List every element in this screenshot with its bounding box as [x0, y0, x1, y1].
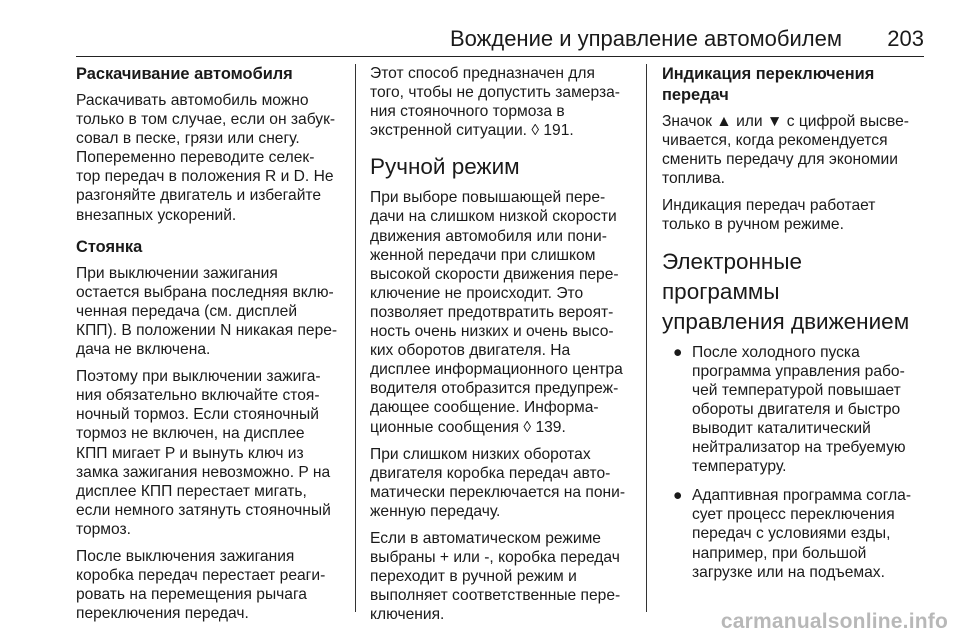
bullet-icon: ● [673, 487, 683, 505]
heading-electronic-programs: Электронные программы управления движением [662, 248, 910, 334]
paragraph-rocking: Раскачивать автомобиль можно только в том случае, если он забук- совал в песке, грязи или снегу. Попеременно переводите селек- тор передач в положения R и D. Не разгоняйте двигатель и избегайте внезапных ускорений. [76, 92, 336, 224]
heading-rocking: Раскачивание автомобиля [76, 65, 293, 83]
list-item [662, 486, 924, 581]
paragraph-shift-2: Индикация передач работает только в ручном режиме. [662, 197, 876, 234]
paragraph-manual-1: При выборе повышающей пере- дачи на слишком низкой скорости движения автомобиля или пони- женной передачи при слишком высокой скорости движения пере- ключение не происходит. Это позволяет предотвратить вероят- ность очень низких и очень высо- ких оборотов двигателя. На дисплее информационного центра водителя отобразится предупреж- дающее сообщение. Информа- ционные сообщения ◊ 139. [370, 189, 623, 436]
paragraph-brake-note: Этот способ предназначен для того, чтобы не допустить замерза- ния стояночного тормоза в экстренной ситуации. ◊ 191. [370, 65, 620, 140]
paragraph-parking-3: После выключения зажигания коробка передач перестает реаги- ровать на перемещения рычага переключения передач. [76, 547, 326, 623]
header-title: Вождение и управление автомобилем [449, 26, 842, 51]
paragraph-parking-1: При выключении зажигания остается выбрана последняя вклю- ченная передача (см. дисплей КПП). В положении N никакая пере- дача не включена. [76, 264, 338, 359]
list-item-text: После холодного пуска программа управления рабо- чей температурой повышает обороты двигателя и быстро выводит каталитический нейтрализатор на требуемую температуру. [692, 343, 906, 476]
column-2 [370, 64, 632, 632]
paragraph-manual-3: Если в автоматическом режиме выбраны + или -, коробка передач переходит в ручной режим и выполняет соответственные пере- ключения. [370, 529, 621, 624]
page-header [76, 22, 924, 57]
watermark: carmanualsonline.info [720, 610, 948, 633]
heading-parking: Стоянка [76, 237, 143, 256]
paragraph-shift-1: Значок ▲ или ▼ с цифрой высве- чивается, когда рекомендуется сменить передачу для экономии топлива. [662, 113, 909, 188]
heading-shift-indicator: Индикация переключения передач [662, 65, 875, 104]
program-list [662, 343, 924, 582]
paragraph-manual-2: При слишком низких оборотах двигателя коробка передач авто- матически переключается на пони- женную передачу. [370, 445, 626, 520]
column-1 [76, 64, 346, 631]
column-divider-2 [646, 64, 647, 612]
column-divider-1 [355, 64, 356, 612]
heading-manual-mode: Ручной режим [370, 154, 520, 180]
paragraph-parking-2: Поэтому при выключении зажига- ния обязательно включайте стоя- ночный тормоз. Если стояночный тормоз не включен, на дисплее КПП мигает P и вынуть ключ из замка зажигания невозможно. P на дисплее КПП перестает мигать, если немного затянуть стояночный тормоз. [76, 368, 331, 538]
list-item-text: Адаптивная программа согла- сует процесс переключения передач с условиями езды, например, при большой загрузке или на подъемах. [692, 487, 912, 581]
column-3 [662, 64, 924, 592]
bullet-icon: ● [673, 343, 683, 361]
list-item [662, 343, 924, 477]
page-number: 203 [887, 26, 924, 51]
